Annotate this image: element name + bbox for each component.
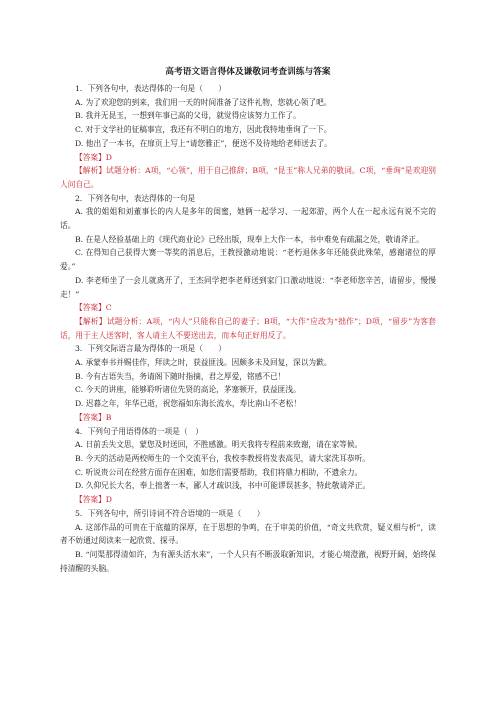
question-4-option-d: D. 久仰兄长大名，奉上拙著一本，鄙人才疏识浅，书中可能谬误甚多，特此敬请斧正。 xyxy=(75,481,371,491)
question-3-option-a: A. 承蒙奉书并赐佳作，拜读之时，获益匪浅。因颇多未及回复，深以为歉。 xyxy=(75,358,332,368)
question-4-option-c: C. 听说贵公司在经营方面存在困难，如您们需要帮助，我们将鼎力相助，不遗余力。 xyxy=(75,467,363,477)
question-1-analysis: 【解析】试题分析：A项，“心领”，用于自己推辞；B项，“昆玉”称人兄弟的敬词。C项，“垂询”是欢迎别人问自己。 xyxy=(60,166,436,189)
question-2-analysis: 【解析】试题分析：A项，“内人”只能称自己的妻子；B项，“大作”应改为“拙作”；D项，“留步”为客套话，用于主人送客时，客人请主人不要送出去，而本句正好用反了。 xyxy=(60,316,436,340)
question-2-option-d: D. 李老师坐了一会儿就离开了，王杰同学把李老师送到家门口激动地说：“李老师您辛苦，请留步，慢慢走！” xyxy=(60,275,436,299)
question-4-option-b: B. 今天的活动是两校师生的一个交流平台，我校李教授将发表高见，请大家洗耳恭听。 xyxy=(75,453,370,463)
question-1-stem: 1．下列各句中，表达得体的一句是（ ） xyxy=(75,84,226,93)
question-1-option-c: C. 对于文学社的征稿事宜，我还有不明白的地方，因此我特地垂询了一下。 xyxy=(75,125,332,135)
question-2-option-a: A. 我的姐姐和刘董事长的内人是多年的闺蜜，她俩一起学习、一起郊游，两个人在一起永远有说不完的话。 xyxy=(60,207,436,231)
question-3-answer: 【答案】B xyxy=(75,412,112,422)
question-1-answer: 【答案】D xyxy=(75,152,112,162)
document-title: 高考语文语言得体及谦敬词考查训练与答案 xyxy=(165,67,331,77)
question-1-option-b: B. 我并无昆玉，一想到年事已高的父母，就觉得应该努力工作了。 xyxy=(75,111,301,121)
document-page xyxy=(60,66,436,575)
question-2-option-c: C. 在得知自己获得大赛一等奖的消息后，王教授激动地说：“老朽退休多年还能获此殊荣，感谢诸位的厚爱。” xyxy=(60,248,436,272)
question-3-option-c: C. 今天的讲座，能够聆听诸位先贤的高论，茅塞顿开，获益匪浅。 xyxy=(75,385,301,395)
question-5-stem: 5．下列各句中，所引诗词不符合语境的一项是（ ） xyxy=(75,508,265,518)
question-3-option-b: B. 今有古语失当，务请阁下随时指摘，君之厚爱，铭感不已！ xyxy=(75,371,286,381)
question-2-stem: 2．下列各句中，表达得体的一句是 xyxy=(75,193,196,203)
question-3-option-d: D. 迟暮之年，年华已逝，祝您福如东海长流水，寿比南山不老松！ xyxy=(75,399,302,409)
question-1-option-d: D. 他出了一本书，在扉页上写上“请您雅正”，便送不及待地给老师送去了。 xyxy=(75,138,332,148)
question-2-option-b: B. 在是人经验基础上的《现代商业论》已经出版，现奉上大作一本，书中难免有疏漏之处，敬请斧正。 xyxy=(75,234,424,244)
question-4-option-a: A. 日前丢失文思，蒙您及时送回，不胜感激。明天我将专程前来致谢，请在家等候。 xyxy=(75,440,363,450)
question-4-answer: 【答案】D xyxy=(75,495,112,505)
question-5-option-a: A. 这部作品的可贵在于底蕴的深厚，在于思想的争鸣，在于审美的价值，“奇文共欣赏，疑义相与析”，读者不妨通过阅读来一起欣赏、探寻。 xyxy=(60,522,436,546)
question-4-stem: 4．下列句子用语得体的一项是（ ） xyxy=(75,426,203,436)
question-3-stem: 3．下列交际语言最为得体的一项是（ ） xyxy=(75,344,226,354)
question-2-answer: 【答案】C xyxy=(75,303,112,313)
question-1-option-a: A. 为了欢迎您的到来，我们用一天的时间准备了这件礼物，您就心领了吧。 xyxy=(75,97,332,107)
question-5-option-b: B. “问渠那得清如许，为有源头活水来”，一个人只有不断汲取新知识，才能心境澄澈，视野开阔，始终保持清醒的头脑。 xyxy=(60,549,436,573)
